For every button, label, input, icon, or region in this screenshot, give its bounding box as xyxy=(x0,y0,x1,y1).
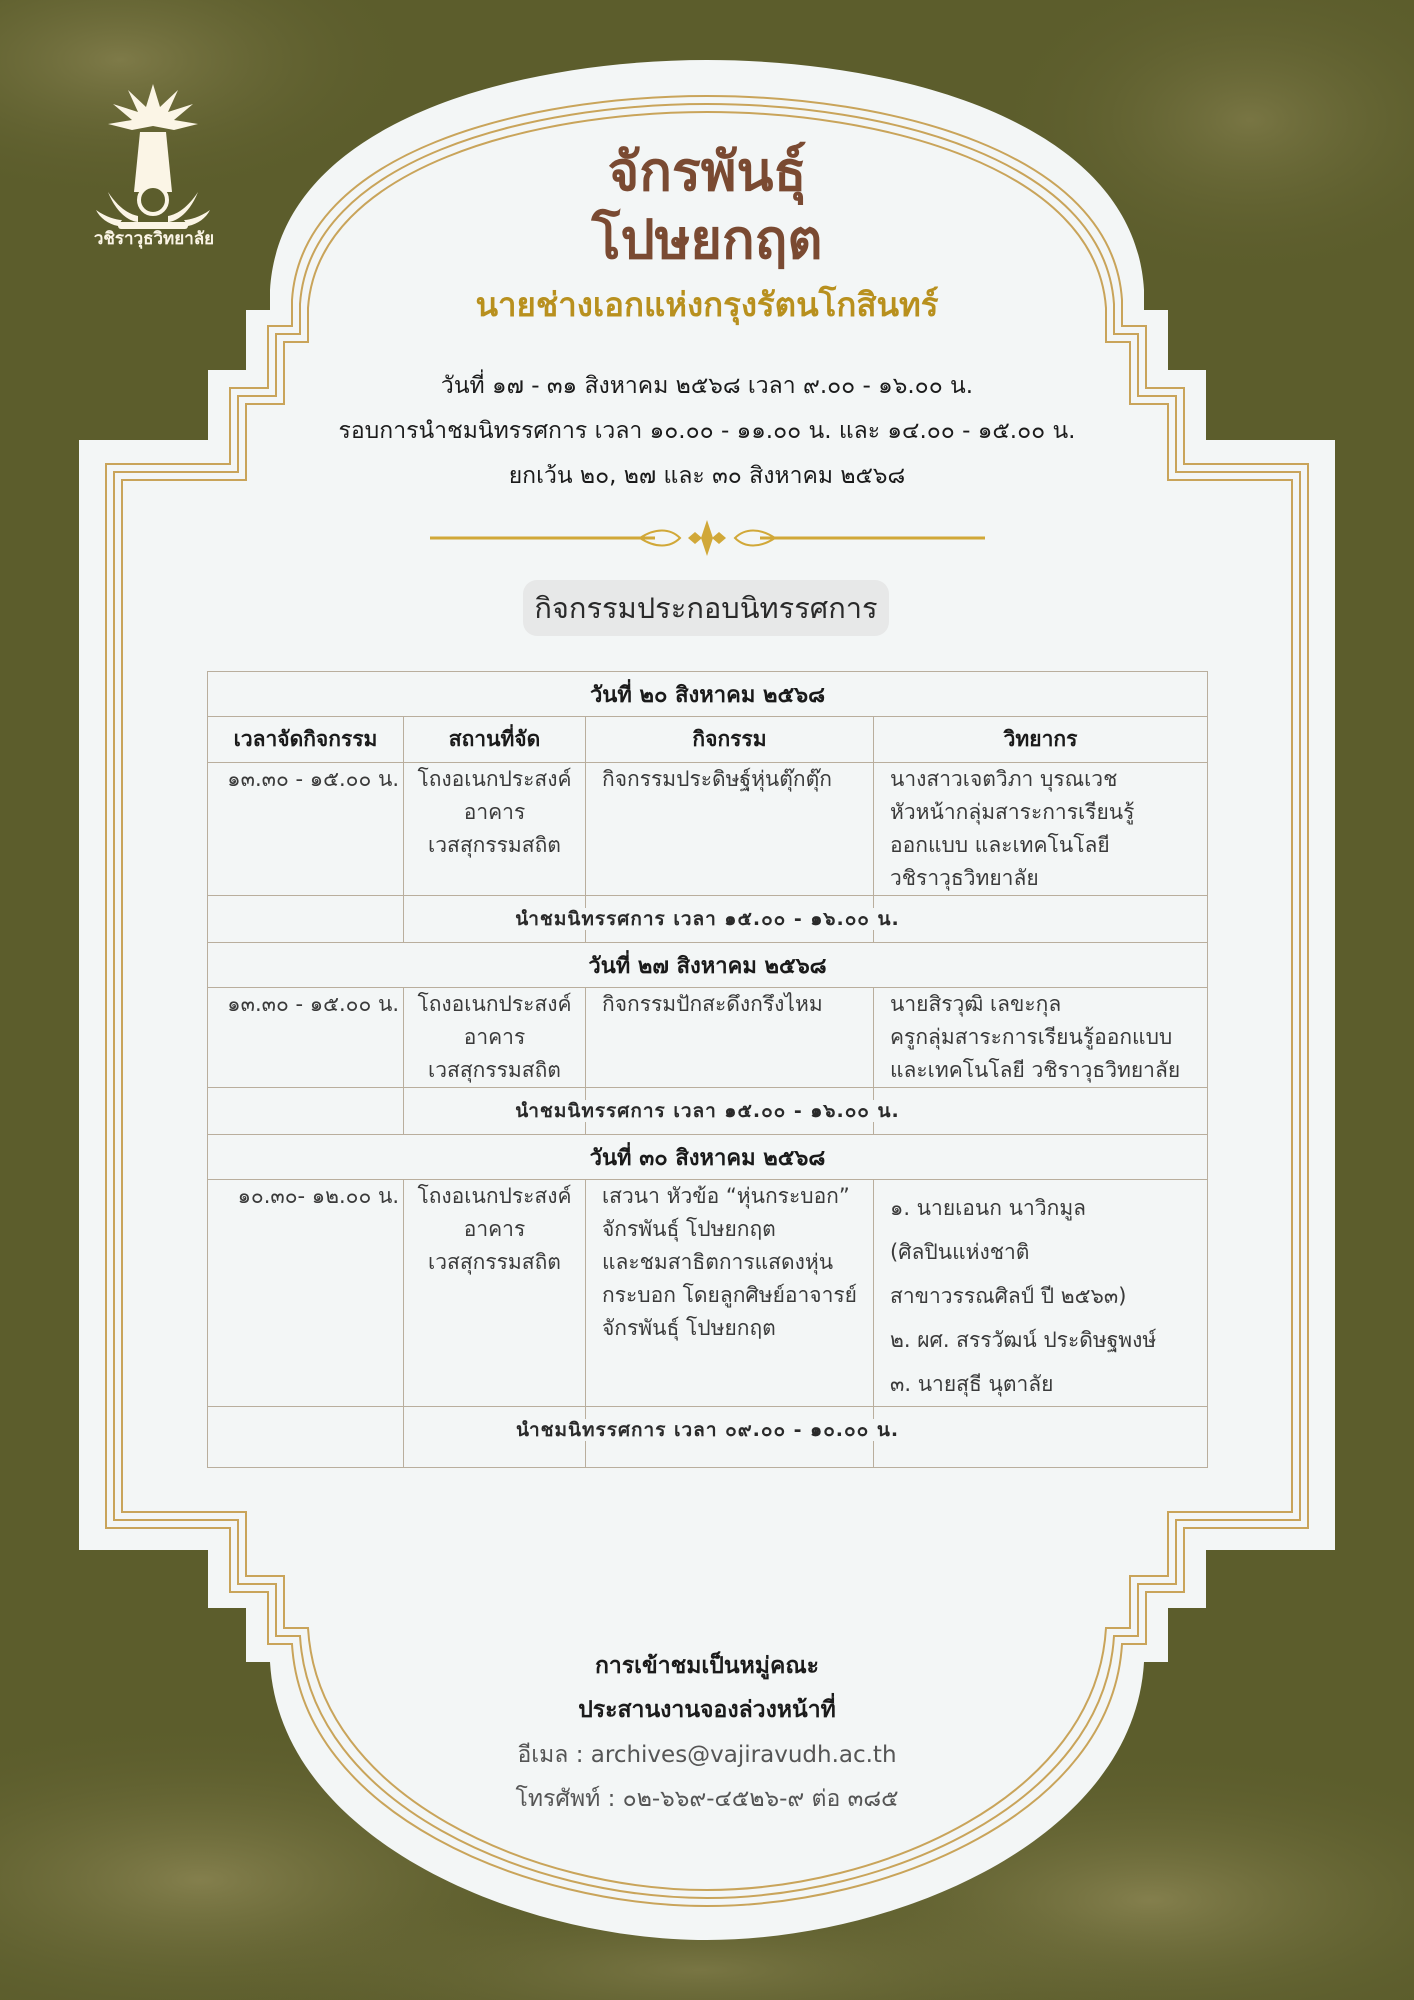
day-3-place: โถงอเนกประสงค์ อาคาร เวสสุกรรมสถิต xyxy=(404,1180,586,1407)
day-1-date: วันที่ ๒๐ สิงหาคม ๒๕๖๘ xyxy=(208,672,1208,717)
subtitle: นายช่างเอกแห่งกรุงรัตนโกสินทร์ xyxy=(475,285,939,324)
contact-phone[interactable]: โทรศัพท์ : ๐๒-๖๖๙-๔๕๒๖-๙ ต่อ ๓๘๕ xyxy=(515,1786,899,1812)
day-2-place: โถงอเนกประสงค์ อาคาร เวสสุกรรมสถิต xyxy=(404,988,586,1088)
contact-email[interactable]: อีเมล : archives@vajiravudh.ac.th xyxy=(517,1742,897,1768)
title-line-1: จักรพันธุ์ xyxy=(607,139,807,203)
day-3-time: ๑๐.๓๐- ๑๒.๐๐ น. xyxy=(208,1180,404,1407)
day-2-tour-note: นำชมนิทรรศการ เวลา ๑๕.๐๐ - ๑๖.๐๐ น. xyxy=(509,1100,905,1122)
day-2-speaker: นายสิรวุฒิ เลขะกุล ครูกลุ่มสาระการเรียนรู้ออกแบบ และเทคโนโลยี วชิราวุธวิทยาลัย xyxy=(874,988,1208,1088)
day-3-activity: เสวนา หัวข้อ “หุ่นกระบอก” จักรพันธุ์ โปษยกฤต และชมสาธิตการแสดงหุ่น กระบอก โดยลูกศิษย์อาจารย์ จักรพันธุ์ โปษยกฤต xyxy=(586,1180,874,1407)
table-row xyxy=(208,763,1208,896)
day-1-speaker: นางสาวเจตวิภา บุรณเวช หัวหน้ากลุ่มสาระการเรียนรู้ ออกแบบ และเทคโนโลยี วชิราวุธวิทยาลัย xyxy=(874,763,1208,896)
info-tour-times: รอบการนำชมนิทรรศการ เวลา ๑๐.๐๐ - ๑๑.๐๐ น. และ ๑๔.๐๐ - ๑๕.๐๐ น. xyxy=(338,418,1076,444)
info-dates: วันที่ ๑๗ - ๓๑ สิงหาคม ๒๕๖๘ เวลา ๙.๐๐ - ๑๖.๐๐ น. xyxy=(440,373,974,399)
day-2-time: ๑๓.๓๐ - ๑๕.๐๐ น. xyxy=(208,988,404,1088)
day-1-time: ๑๓.๓๐ - ๑๕.๐๐ น. xyxy=(208,763,404,896)
col-header-place: สถานที่จัด xyxy=(404,717,586,763)
day-3-date: วันที่ ๓๐ สิงหาคม ๒๕๖๘ xyxy=(208,1135,1208,1180)
schedule-table xyxy=(207,671,1208,1468)
day-1-tour-note: นำชมนิทรรศการ เวลา ๑๕.๐๐ - ๑๖.๐๐ น. xyxy=(509,908,905,930)
col-header-speaker: วิทยากร xyxy=(874,717,1208,763)
day-2-activity: กิจกรรมปักสะดึงกรึงไหม xyxy=(586,988,874,1088)
contact-subheading: ประสานงานจองล่วงหน้าที่ xyxy=(578,1697,836,1723)
table-row xyxy=(208,1180,1208,1407)
info-exceptions: ยกเว้น ๒๐, ๒๗ และ ๓๐ สิงหาคม ๒๕๖๘ xyxy=(508,463,906,489)
day-2-date: วันที่ ๒๗ สิงหาคม ๒๕๖๘ xyxy=(208,943,1208,988)
col-header-time: เวลาจัดกิจกรรม xyxy=(208,717,404,763)
section-title: กิจกรรมประกอบนิทรรศการ xyxy=(523,580,889,636)
title-line-2: โปษยกฤต xyxy=(591,207,823,271)
ornament-divider-icon xyxy=(430,518,985,558)
day-3-tour-note: นำชมนิทรรศการ เวลา ๐๙.๐๐ - ๑๐.๐๐ น. xyxy=(510,1419,905,1441)
logo-text: วชิราวุธวิทยาลัย xyxy=(93,229,215,249)
col-header-activity: กิจกรรม xyxy=(586,717,874,763)
contact-heading: การเข้าชมเป็นหมู่คณะ xyxy=(594,1653,820,1679)
day-3-speaker: ๑. นายเอนก นาวิกมูล (ศิลปินแห่งชาติ สาขาวรรณศิลป์ ปี ๒๕๖๓) ๒. ผศ. สรรวัฒน์ ประดิษฐพงษ์ ๓. นายสุธี นุตาลัย xyxy=(874,1180,1208,1407)
day-1-activity: กิจกรรมประดิษฐ์หุ่นตุ๊กตุ๊ก xyxy=(586,763,874,896)
table-row xyxy=(208,988,1208,1088)
day-1-place: โถงอเนกประสงค์ อาคาร เวสสุกรรมสถิต xyxy=(404,763,586,896)
